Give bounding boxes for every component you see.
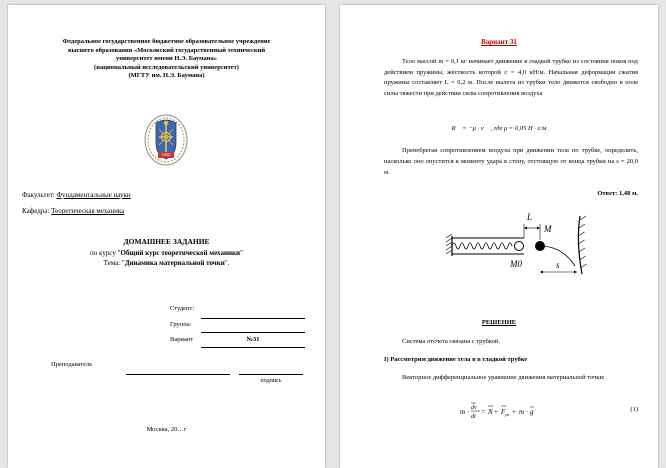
problem-figure bbox=[440, 210, 600, 280]
svg-text:уп: уп bbox=[505, 412, 510, 417]
emblem-year: 1830 bbox=[161, 152, 171, 157]
header-line: университет имени Н.Э. Баумана» bbox=[115, 55, 218, 62]
group-field-line bbox=[201, 332, 305, 333]
tube-spring-diagram bbox=[440, 210, 600, 280]
problem-page bbox=[340, 5, 658, 468]
variant-heading: Вариант 31 bbox=[481, 38, 517, 46]
equation-number: (1) bbox=[630, 406, 638, 413]
svg-text:·: · bbox=[526, 408, 529, 416]
neglect-text: Пренебрегая сопротивлением воздуха при движении тела по трубке, определить, насколько оно опустится к моменту удара в стену, отстоящую от конца трубки на s = 20,0 м. bbox=[384, 147, 638, 176]
svg-text:dv: dv bbox=[471, 405, 477, 411]
department-value: Теоретическая механика bbox=[51, 207, 125, 215]
teacher-name-line bbox=[126, 374, 230, 375]
header-line: (национальный исследовательский университет) bbox=[94, 63, 239, 71]
variant-field-line bbox=[201, 347, 305, 348]
svg-text:=: = bbox=[481, 408, 485, 416]
svg-text:F: F bbox=[501, 408, 506, 416]
svg-text:g: g bbox=[530, 408, 534, 416]
faculty-row bbox=[22, 191, 131, 200]
svg-text:m: m bbox=[460, 408, 466, 416]
svg-text:dt: dt bbox=[471, 414, 476, 420]
equation-graphic bbox=[460, 400, 570, 424]
label-L: L bbox=[527, 212, 533, 222]
svg-text:·: · bbox=[467, 408, 470, 416]
svg-text:m: m bbox=[519, 408, 525, 416]
formula-resistance: R⃗ = −μ · v⃗ , где μ = 0,05 Н · с/м bbox=[451, 125, 547, 132]
student-label: Студент: bbox=[170, 305, 195, 312]
faculty-value: Фундаментальные науки bbox=[56, 191, 131, 199]
answer-text: Ответ: 1,48 м. bbox=[597, 190, 638, 197]
signature-line bbox=[239, 374, 303, 375]
signature-label: подпись bbox=[260, 378, 282, 384]
section-heading: I) Рассмотрим движение тела в в гладкой трубке bbox=[384, 356, 528, 363]
department-row bbox=[22, 207, 124, 216]
teacher-label: Преподаватель bbox=[51, 361, 93, 368]
header-line: Федеральное государственное бюджетное образовательное учреждение bbox=[62, 38, 271, 45]
variant-value: №31 bbox=[246, 336, 260, 343]
course-name: Общий курс теоретической механики bbox=[120, 249, 241, 257]
title-page bbox=[8, 5, 325, 468]
group-label: Группа: bbox=[170, 321, 192, 328]
student-field-line bbox=[201, 318, 305, 319]
header-line: (МГТУ им. Н.Э. Баумана) bbox=[128, 72, 205, 79]
department-label: Кафедра: bbox=[22, 207, 50, 215]
svg-text:+: + bbox=[512, 408, 516, 416]
homework-title: ДОМАШНЕЕ ЗАДАНИЕ bbox=[123, 237, 210, 246]
solution-heading: РЕШЕНИЕ bbox=[481, 319, 517, 326]
variant-label: Вариант bbox=[170, 336, 194, 343]
faculty-label: Факультет: bbox=[22, 191, 55, 199]
topic-line: Тема: "Динамика материальной точки". bbox=[103, 259, 230, 267]
svg-text:+: + bbox=[494, 408, 498, 416]
motion-equation bbox=[460, 400, 570, 424]
frame-text: Система отсчета связана с трубкой. bbox=[402, 338, 500, 345]
course-line: по курсу "Общий курс теоретической механики" bbox=[90, 249, 243, 257]
header-line: высшего образования «Московский государственный технический bbox=[67, 46, 266, 54]
city-year: Москва, 20…г bbox=[146, 426, 187, 433]
svg-text:N: N bbox=[488, 408, 493, 416]
emblem-icon bbox=[143, 113, 189, 167]
label-s: s bbox=[556, 260, 560, 270]
problem-text: Тело массой m = 0,1 кг начинает движение в гладкой трубке из состояния покоя под действием пружины, жёсткость которой c = 4,0 кН/м. Начальная деформация сжатия пружины составляет L = 0,2 м. После вылета из трубки тело движется свободно в поле силы тяжести при действии силы сопротивления воздуха bbox=[384, 58, 638, 97]
university-emblem bbox=[143, 113, 189, 167]
university-header bbox=[28, 38, 305, 81]
label-M: M bbox=[544, 224, 552, 234]
vector-eq-text: Векторное дифференциальное уравнение движения материальной точки: bbox=[402, 374, 605, 381]
label-M0: M0 bbox=[510, 259, 522, 269]
topic-name: Динамика материальной точки bbox=[124, 259, 225, 267]
